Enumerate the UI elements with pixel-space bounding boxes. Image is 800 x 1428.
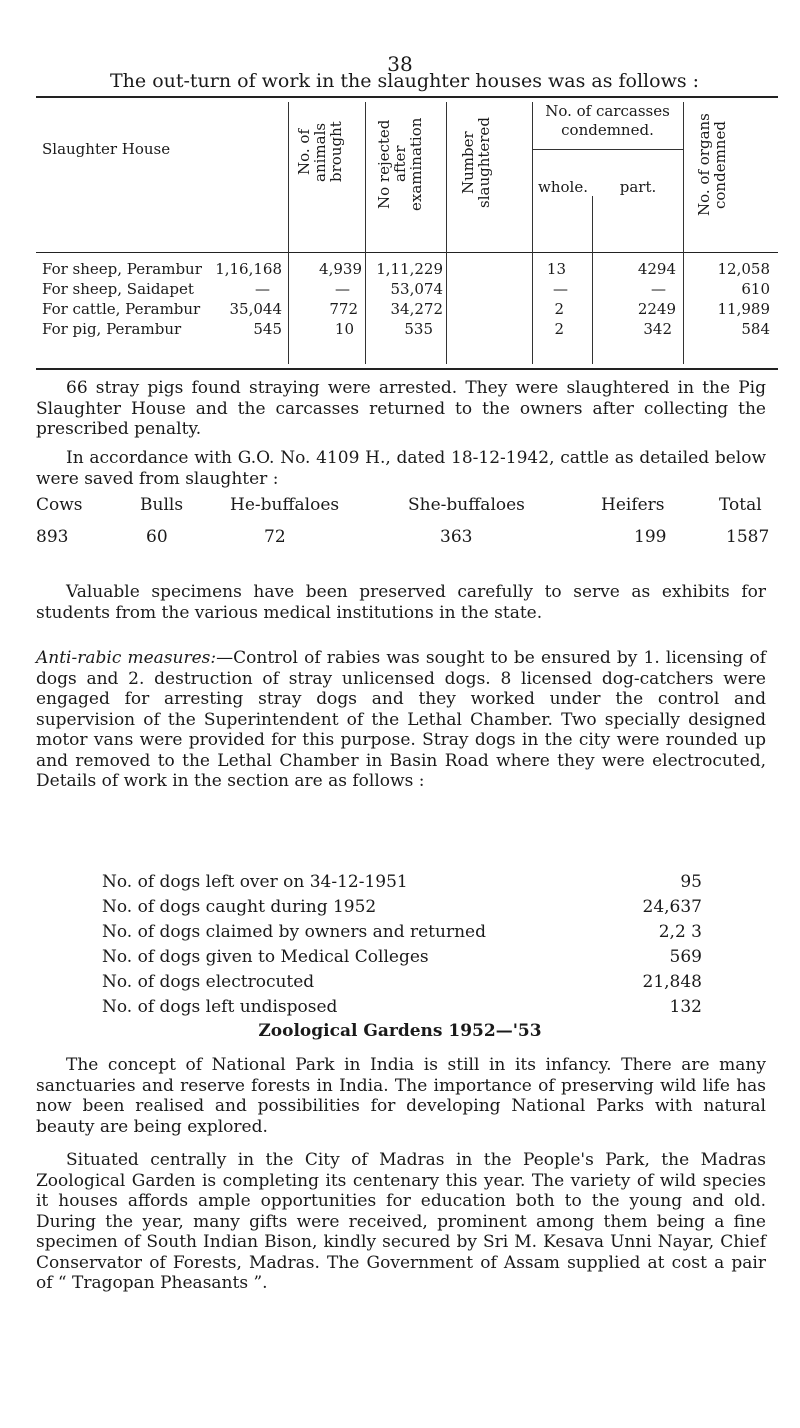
dogs-row — [102, 947, 702, 971]
cell-brought: 545 — [253, 320, 282, 338]
table-intro: The out-turn of work in the slaughter houses was as follows : — [110, 70, 700, 92]
cattle-header-total: Total — [719, 495, 762, 515]
header-organs: No. of organs condemned — [695, 113, 729, 217]
cell-rejected: 4,939 — [319, 260, 362, 278]
cattle-header-bulls: Bulls — [140, 495, 184, 515]
carcasses-sub-rule — [532, 149, 683, 150]
cell-slaughtered: 1,11,229 — [376, 260, 443, 278]
cell-house: For sheep, Saidapet — [42, 280, 194, 298]
dogs-row — [102, 972, 702, 996]
dogs-label: No. of dogs claimed by owners and returned — [102, 922, 486, 942]
antirabic-title: Anti-rabic measures: — [36, 648, 217, 668]
cell-house: For cattle, Perambur — [42, 300, 201, 318]
table-header-rule — [36, 252, 778, 253]
cell-rejected: — — [335, 280, 350, 298]
cell-organs: 584 — [741, 320, 770, 338]
national-park-paragraph: The concept of National Park in India is still in its infancy. There are many sanctuaries and reserve forests in India. The importance of preserving wild life has now been realised and possibilities for developing National Parks with natural beauty are being explored. — [36, 1055, 766, 1137]
table-row — [36, 280, 778, 300]
cell-whole: 2 — [554, 320, 564, 338]
header-part: part. — [619, 178, 657, 196]
cell-rejected: 772 — [329, 300, 358, 318]
cell-part: 4294 — [637, 260, 676, 278]
table-bottom-rule — [36, 368, 778, 370]
cattle-value-bulls: 60 — [146, 527, 168, 547]
cell-whole: — — [553, 280, 568, 298]
cattle-header-heifers: Heifers — [601, 495, 665, 515]
dogs-row — [102, 997, 702, 1021]
header-slaughter-house: Slaughter House — [42, 140, 171, 158]
cell-organs: 11,989 — [717, 300, 770, 318]
cattle-value-he-buffaloes: 72 — [264, 527, 286, 547]
header-whole: whole. — [538, 178, 588, 196]
dogs-label: No. of dogs caught during 1952 — [102, 897, 377, 917]
cell-slaughtered: 535 — [404, 320, 433, 338]
dogs-value: 21,848 — [642, 972, 702, 992]
cattle-header-cows: Cows — [36, 495, 83, 515]
dogs-label: No. of dogs electrocuted — [102, 972, 315, 992]
header-carcasses: No. of carcasses condemned. — [545, 102, 670, 139]
specimens-paragraph: Valuable specimens have been preserved carefully to serve as exhibits for students from the various medical institutions in the state. — [36, 582, 766, 623]
antirabic-paragraph — [36, 648, 766, 792]
zoo-paragraph: Situated centrally in the City of Madras in the People's Park, the Madras Zoological Garden is completing its centenary this year. The variety of wild species it houses affords ample opportunities for education both to the young and old. During the year, many gifts were received, prominent among them being a fine specimen of South Indian Bison, kindly secured by Sri M. Kesava Unni Nayar, Chief Conservator of Forests, Madras. The Government of Assam supplied at cost a pair of “ Tragopan Pheasants ”. — [36, 1150, 766, 1293]
cell-brought: — — [255, 280, 270, 298]
cell-rejected: 10 — [334, 320, 354, 338]
header-rejected: No rejected after examination — [375, 117, 425, 211]
dogs-label: No. of dogs left over on 34-12-1951 — [102, 872, 408, 892]
cell-part: 2249 — [637, 300, 676, 318]
cattle-header-he-buffaloes: He-buffaloes — [230, 495, 340, 515]
cell-house: For pig, Perambur — [42, 320, 182, 338]
header-animals-brought: No. of animals brought — [295, 121, 345, 183]
cell-slaughtered: 53,074 — [390, 280, 443, 298]
cell-brought: 1,16,168 — [215, 260, 282, 278]
dogs-row — [102, 897, 702, 921]
cell-part: — — [651, 280, 666, 298]
dogs-label: No. of dogs given to Medical Colleges — [102, 947, 429, 967]
antirabic-text: —Control of rabies was sought to be ensured by 1. licensing of dogs and 2. destruction of stray unlicensed dogs. 8 licensed dog-catchers were engaged for arresting stray dogs and they worked under the control and supervision of the Superintendent of the Lethal Chamber. Two specially designed motor vans were provided for this purpose. Stray dogs in the city were rounded up and removed to the Lethal Chamber in Basin Road where they were electrocuted, Details of work in the section are as follows : — [36, 648, 767, 791]
cell-organs: 610 — [741, 280, 770, 298]
cattle-value-total: 1587 — [726, 527, 770, 547]
cattle-value-heifers: 199 — [634, 527, 667, 547]
cell-whole: 2 — [554, 300, 564, 318]
table-top-rule — [36, 96, 778, 98]
dogs-value: 2,2 3 — [658, 922, 702, 942]
cattle-value-she-buffaloes: 363 — [440, 527, 473, 547]
table-row — [36, 260, 778, 280]
cell-slaughtered: 34,272 — [390, 300, 443, 318]
table-row — [36, 300, 778, 320]
dogs-value: 95 — [680, 872, 702, 892]
cell-whole: 13 — [546, 260, 566, 278]
cattle-value-cows: 893 — [36, 527, 69, 547]
dogs-value: 24,637 — [642, 897, 702, 917]
dogs-value: 569 — [669, 947, 702, 967]
go-paragraph: In accordance with G.O. No. 4109 H., dated 18-12-1942, cattle as detailed below were saved from slaughter : — [36, 448, 766, 489]
cell-brought: 35,044 — [229, 300, 282, 318]
header-slaughtered: Number slaughtered — [459, 117, 493, 209]
cell-part: 342 — [643, 320, 672, 338]
dogs-row — [102, 922, 702, 946]
page-number: 38 — [387, 52, 413, 76]
cell-house: For sheep, Perambur — [42, 260, 202, 278]
dogs-row — [102, 872, 702, 896]
pigs-paragraph: 66 stray pigs found straying were arrested. They were slaughtered in the Pig Slaughter House and the carcasses returned to the owners after collecting the prescribed penalty. — [36, 378, 766, 439]
table-row — [36, 320, 778, 340]
dogs-label: No. of dogs left undisposed — [102, 997, 338, 1017]
zoo-heading: Zoological Gardens 1952—'53 — [258, 1021, 542, 1041]
cell-organs: 12,058 — [717, 260, 770, 278]
dogs-value: 132 — [669, 997, 702, 1017]
cattle-header-she-buffaloes: She-buffaloes — [408, 495, 525, 515]
